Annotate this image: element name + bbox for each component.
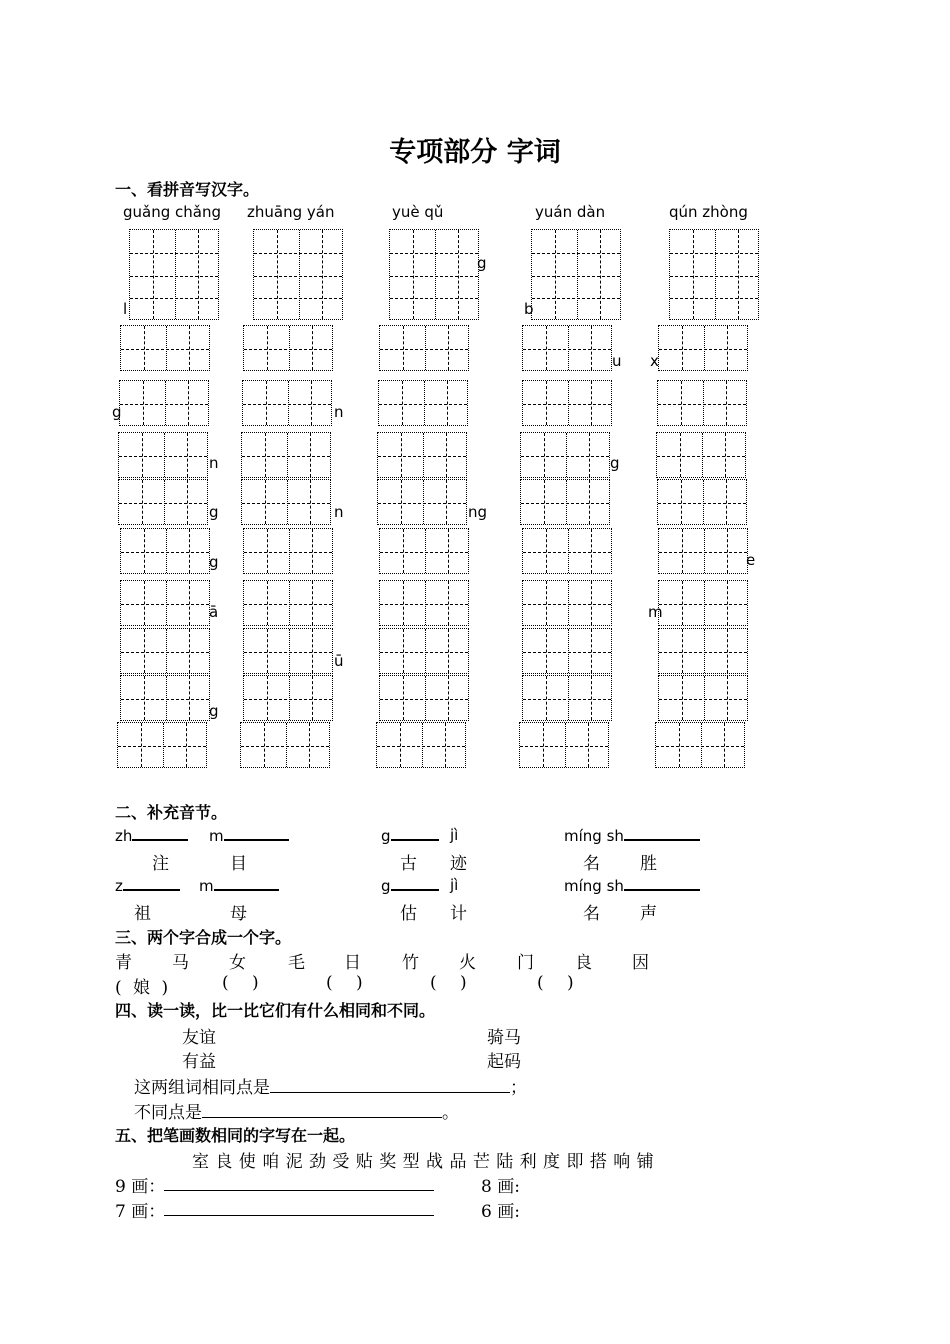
stray-glyph: n [334, 503, 344, 521]
stray-glyph: g [209, 553, 219, 571]
stray-glyph: u [612, 352, 622, 370]
stray-glyph: l [123, 300, 128, 318]
writing-grid-box[interactable] [243, 628, 333, 674]
writing-grid-box[interactable] [242, 380, 332, 426]
char: 门 [517, 953, 534, 973]
writing-grid-box[interactable] [240, 722, 330, 768]
syllable-row-1-b: m [209, 826, 289, 845]
answer-paren[interactable]: ( ) [430, 973, 467, 993]
section-4-heading: 四、读一读，比一比它们有什么相同和不同。 [115, 1001, 436, 1020]
answer-blank[interactable] [391, 876, 439, 891]
char: 古 [400, 854, 417, 874]
answer-blank[interactable] [132, 826, 188, 841]
char: 胜 [640, 854, 657, 874]
stray-glyph: g [112, 403, 122, 421]
writing-grid-box[interactable] [658, 675, 748, 721]
writing-grid-box[interactable] [241, 432, 331, 478]
pinyin-2: zhuāng yán [247, 203, 335, 221]
writing-grid-box[interactable] [669, 229, 759, 320]
answer-blank[interactable] [214, 876, 279, 891]
stroke-8-label: 8 画: [481, 1177, 520, 1197]
different-point-line: 不同点是 。 [134, 1103, 459, 1123]
section-3-heading: 三、两个字合成一个字。 [115, 928, 292, 947]
writing-grid-box[interactable] [531, 229, 621, 320]
syllable-row-1-e: míng sh [564, 826, 700, 845]
answer-blank[interactable] [391, 826, 439, 841]
char: 迹 [450, 854, 467, 874]
writing-grid-box[interactable] [520, 432, 610, 478]
stray-glyph: g [209, 503, 219, 521]
char: 因 [632, 953, 649, 973]
word: 友谊 [182, 1028, 216, 1048]
writing-grid-box[interactable] [376, 722, 466, 768]
char: 火 [459, 953, 476, 973]
writing-grid-box[interactable] [377, 479, 467, 525]
stray-glyph: ū [334, 652, 344, 670]
writing-grid-box[interactable] [118, 479, 208, 525]
writing-grid-box[interactable] [117, 722, 207, 768]
char: 祖 [134, 904, 151, 924]
word: 骑马 [487, 1028, 521, 1048]
section-5-heading: 五、把笔画数相同的字写在一起。 [115, 1126, 356, 1145]
writing-grid-box[interactable] [655, 722, 745, 768]
stray-glyph: x [650, 352, 659, 370]
stray-glyph: b [524, 300, 534, 318]
writing-grid-box[interactable] [656, 432, 746, 478]
char: 注 [152, 854, 169, 874]
char: 名 [583, 854, 600, 874]
stroke-chars: 室 良 使 咱 泥 劲 受 贴 奖 型 战 品 芒 陆 利 度 即 搭 响 铺 [192, 1152, 654, 1172]
writing-grid-box[interactable] [389, 229, 479, 320]
writing-grid-box[interactable] [379, 325, 469, 371]
writing-grid-box[interactable] [129, 229, 219, 320]
syllable-row-1-d: jì [450, 826, 459, 844]
answer-blank[interactable] [624, 826, 700, 841]
writing-grid-box[interactable] [379, 528, 469, 574]
stray-glyph: ng [468, 503, 488, 521]
writing-grid-box[interactable] [120, 675, 210, 721]
stray-glyph: n [334, 403, 344, 421]
answer-blank[interactable] [224, 826, 289, 841]
writing-grid-box[interactable] [378, 380, 468, 426]
char: 日 [344, 953, 361, 973]
writing-grid-box[interactable] [379, 628, 469, 674]
answer-line[interactable] [164, 1190, 434, 1191]
writing-grid-box[interactable] [243, 580, 333, 626]
writing-grid-box[interactable] [520, 479, 610, 525]
char: 估 [400, 904, 417, 924]
pinyin-5: qún zhòng [669, 203, 748, 221]
char: 声 [640, 904, 657, 924]
answer-line[interactable] [164, 1215, 434, 1216]
writing-grid-box[interactable] [119, 380, 209, 426]
syllable-row-2-c: g [381, 876, 439, 895]
writing-grid-box[interactable] [658, 628, 748, 674]
stroke-9-line: 9 画： [115, 1177, 166, 1197]
pinyin-1: guǎng chǎng [123, 203, 221, 221]
stroke-7-line: 7 画： [115, 1202, 166, 1222]
syllable-row-2-b: m [199, 876, 279, 895]
char: 毛 [288, 953, 305, 973]
page-title: 专项部分 字词 [389, 137, 561, 168]
pinyin-4: yuán dàn [535, 203, 606, 221]
syllable-row-2-d: jì [450, 876, 459, 894]
syllable-row-1-a: zh [115, 826, 188, 845]
section-2-heading: 二、补充音节。 [115, 803, 228, 822]
char: 女 [229, 953, 246, 973]
char: 目 [230, 854, 247, 874]
char: 青 [115, 953, 132, 973]
writing-grid-box[interactable] [522, 325, 612, 371]
writing-grid-box[interactable] [120, 528, 210, 574]
stray-glyph: n [209, 454, 219, 472]
writing-grid-box[interactable] [377, 432, 467, 478]
stray-glyph: m [648, 603, 663, 621]
writing-grid-box[interactable] [241, 479, 331, 525]
stray-glyph: g [610, 454, 620, 472]
stray-glyph: e [746, 551, 756, 569]
char: 良 [575, 953, 592, 973]
section-1-heading: 一、看拼音写汉字。 [115, 180, 260, 199]
answer-blank[interactable] [270, 1078, 510, 1093]
writing-grid-box[interactable] [522, 580, 612, 626]
answer-paren[interactable]: ( ) [222, 973, 259, 993]
pinyin-3: yuè qǔ [392, 203, 444, 221]
answer-blank[interactable] [624, 876, 700, 891]
syllable-row-1-c: g [381, 826, 439, 845]
writing-grid-box[interactable] [658, 325, 748, 371]
writing-grid-box[interactable] [120, 325, 210, 371]
writing-grid-box[interactable] [243, 325, 333, 371]
writing-grid-box[interactable] [243, 528, 333, 574]
char: 马 [172, 953, 189, 973]
writing-grid-box[interactable] [519, 722, 609, 768]
writing-grid-box[interactable] [120, 628, 210, 674]
writing-grid-box[interactable] [120, 580, 210, 626]
writing-grid-box[interactable] [522, 380, 612, 426]
writing-grid-box[interactable] [118, 432, 208, 478]
writing-grid-box[interactable] [657, 479, 747, 525]
writing-grid-box[interactable] [379, 675, 469, 721]
char: 竹 [402, 953, 419, 973]
writing-grid-box[interactable] [522, 675, 612, 721]
stray-glyph: ā [209, 603, 219, 621]
char: 母 [230, 904, 247, 924]
writing-grid-box[interactable] [253, 229, 343, 320]
writing-grid-box[interactable] [658, 528, 748, 574]
answer-paren[interactable]: ( 娘 ) [115, 978, 169, 998]
writing-grid-box[interactable] [243, 675, 333, 721]
writing-grid-box[interactable] [657, 380, 747, 426]
word: 有益 [182, 1052, 216, 1072]
word: 起码 [487, 1052, 521, 1072]
answer-blank[interactable] [202, 1103, 442, 1118]
writing-grid-box[interactable] [522, 528, 612, 574]
char: 名 [583, 904, 600, 924]
syllable-row-2-a: z [115, 876, 180, 895]
syllable-row-2-e: míng sh [564, 876, 700, 895]
writing-grid-box[interactable] [379, 580, 469, 626]
writing-grid-box[interactable] [522, 628, 612, 674]
answer-paren[interactable]: ( ) [537, 973, 574, 993]
stray-glyph: g [209, 702, 219, 720]
writing-grid-box[interactable] [658, 580, 748, 626]
same-point-line: 这两组词相同点是 ； [134, 1078, 527, 1098]
answer-paren[interactable]: ( ) [326, 973, 363, 993]
answer-blank[interactable] [123, 876, 180, 891]
stroke-6-label: 6 画: [481, 1202, 520, 1222]
stray-glyph: g [477, 254, 487, 272]
char: 计 [450, 904, 467, 924]
